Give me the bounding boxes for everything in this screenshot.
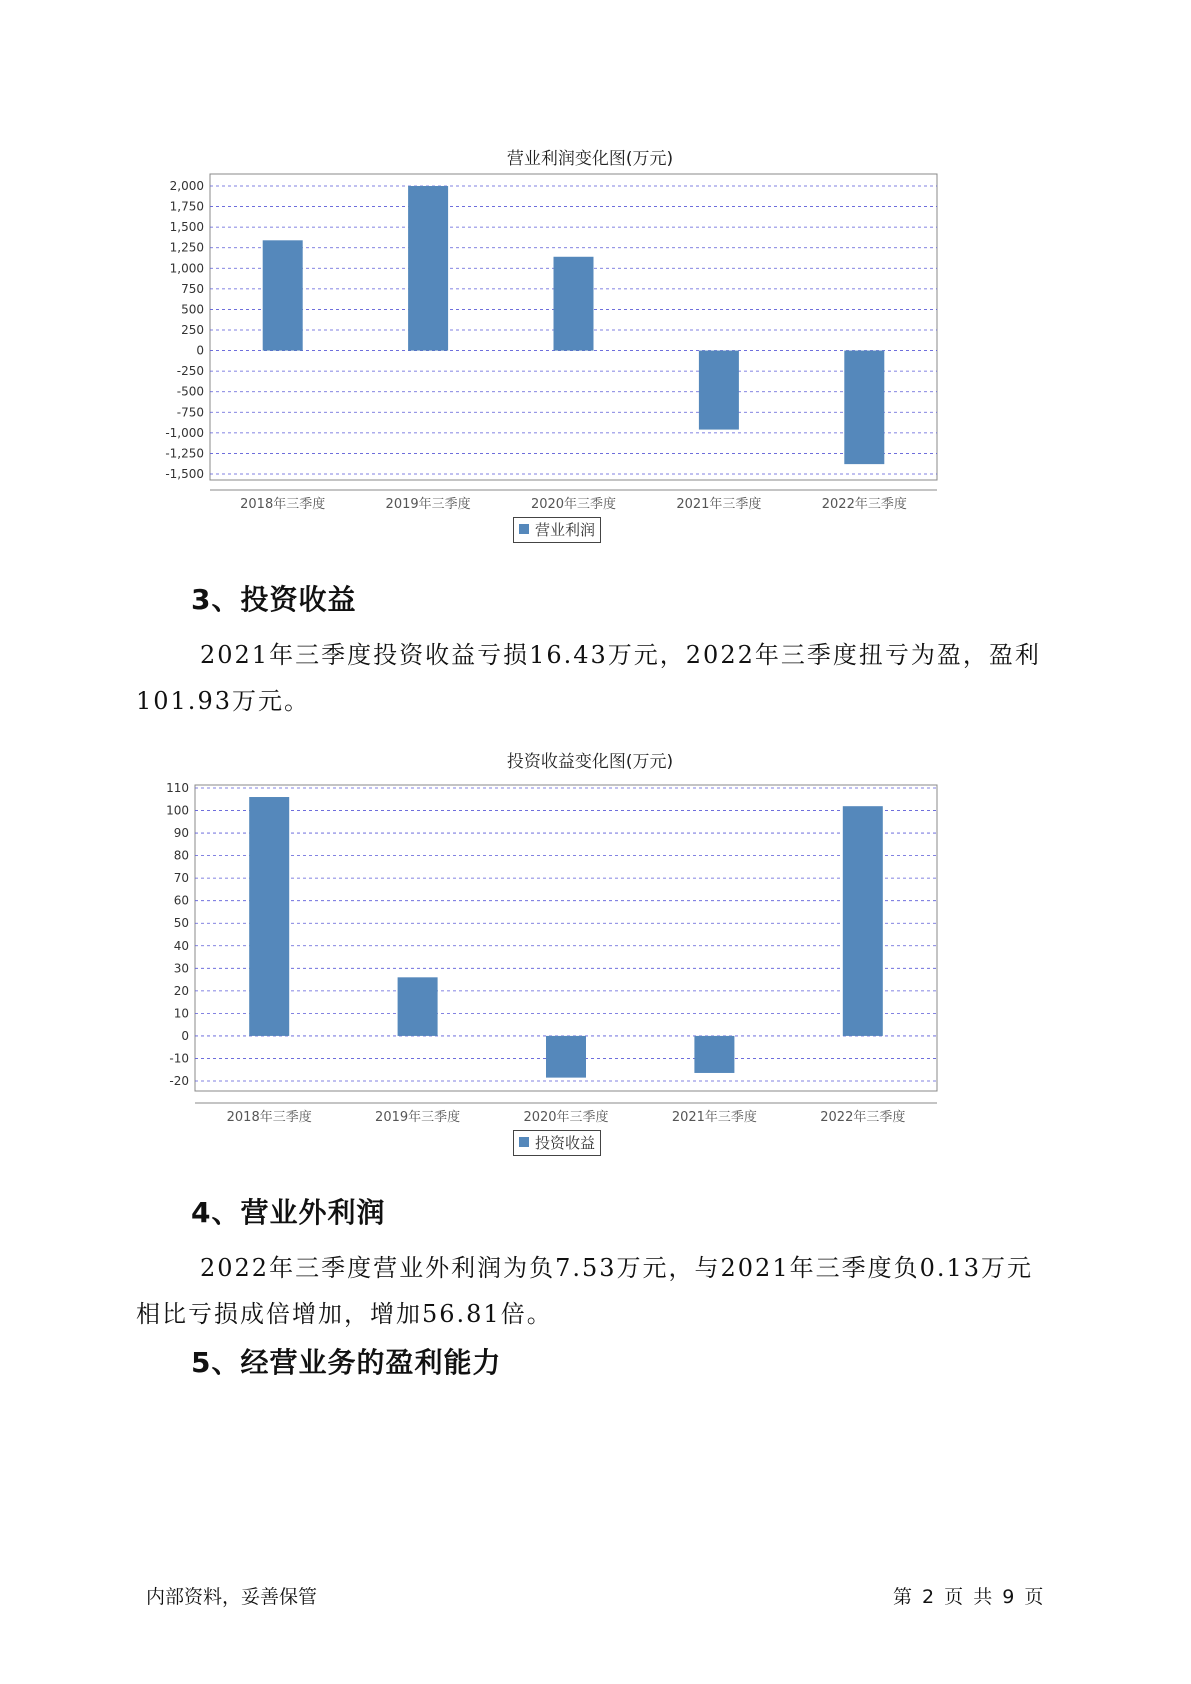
section-4-heading: 4、营业外利润 [191,1196,386,1229]
chart-legend [513,517,601,543]
y-tick-label: -250 [176,364,204,379]
legend-swatch [519,524,529,534]
bar [843,806,883,1036]
bar [263,240,303,350]
footer-page-number: 第 2 页 共 9 页 [893,1586,1044,1608]
y-tick-label: -1,000 [165,425,204,440]
section-3-paragraph [136,632,1066,724]
bar [699,351,739,430]
paragraph-line: 相比亏损成倍增加，增加56.81倍。 [136,1300,553,1328]
x-tick-label: 2018年三季度 [226,1110,312,1125]
y-tick-label: -10 [169,1051,189,1066]
chart-plot [140,773,1040,1163]
y-tick-label: 1,250 [169,240,204,255]
bar [408,186,448,351]
bar [694,1036,734,1073]
y-tick-label: -750 [176,405,204,420]
y-tick-label: 40 [173,938,189,953]
y-tick-label: 110 [166,781,189,795]
y-tick-label: 60 [173,893,189,908]
y-tick-label: -20 [169,1074,189,1088]
y-tick-label: 80 [173,848,189,863]
y-tick-label: 10 [173,1006,189,1021]
bar [554,257,594,351]
chart-plot [140,170,1040,550]
legend-label: 投资收益 [535,1134,596,1152]
y-tick-label: 250 [181,323,204,337]
y-tick-label: 0 [196,343,204,358]
chart-title: 投资收益变化图(万元) [506,752,674,772]
y-tick-label: -500 [176,384,204,399]
bar [546,1036,586,1078]
x-tick-label: 2022年三季度 [821,497,907,512]
investment-income-chart [140,743,1040,1163]
operating-profit-chart [140,140,1040,550]
y-tick-label: 90 [173,826,189,841]
y-tick-label: 20 [173,983,189,998]
section-4-paragraph [136,1245,1066,1337]
x-tick-label: 2021年三季度 [676,497,762,512]
x-tick-label: 2020年三季度 [523,1110,609,1125]
y-tick-label: 750 [181,281,204,296]
paragraph-line: 2022年三季度营业外利润为负7.53万元，与2021年三季度负0.13万元 [200,1254,1034,1282]
y-tick-label: 70 [173,871,189,886]
bar [249,797,289,1036]
paragraph-line: 2021年三季度投资收益亏损16.43万元，2022年三季度扭亏为盈，盈利 [200,641,1041,669]
y-tick-label: 30 [173,961,189,976]
chart-title: 营业利润变化图(万元) [506,149,674,169]
footer-confidential-note: 内部资料，妥善保管 [146,1586,318,1608]
x-tick-label: 2022年三季度 [820,1110,906,1125]
y-tick-label: -1,250 [165,446,204,461]
y-tick-label: -1,500 [165,467,204,481]
x-tick-label: 2019年三季度 [375,1110,461,1125]
section-5-heading: 5、经营业务的盈利能力 [191,1346,502,1379]
x-tick-label: 2020年三季度 [530,497,617,512]
legend-label: 营业利润 [535,521,596,539]
chart-legend [513,1130,601,1156]
y-tick-label: 100 [166,803,189,818]
legend-swatch [519,1137,529,1147]
y-tick-label: 2,000 [169,179,204,193]
x-tick-label: 2019年三季度 [385,497,471,512]
x-tick-label: 2018年三季度 [240,497,326,512]
bar [398,977,438,1036]
x-tick-label: 2021年三季度 [671,1110,757,1125]
paragraph-line: 101.93万元。 [136,687,310,715]
section-3-heading: 3、投资收益 [191,583,357,616]
y-tick-label: 1,500 [169,220,204,235]
y-tick-label: 500 [181,302,204,317]
y-tick-label: 0 [181,1028,189,1043]
y-tick-label: 50 [173,916,189,931]
y-tick-label: 1,750 [169,199,204,214]
y-tick-label: 1,000 [169,261,204,276]
bar [844,351,884,465]
